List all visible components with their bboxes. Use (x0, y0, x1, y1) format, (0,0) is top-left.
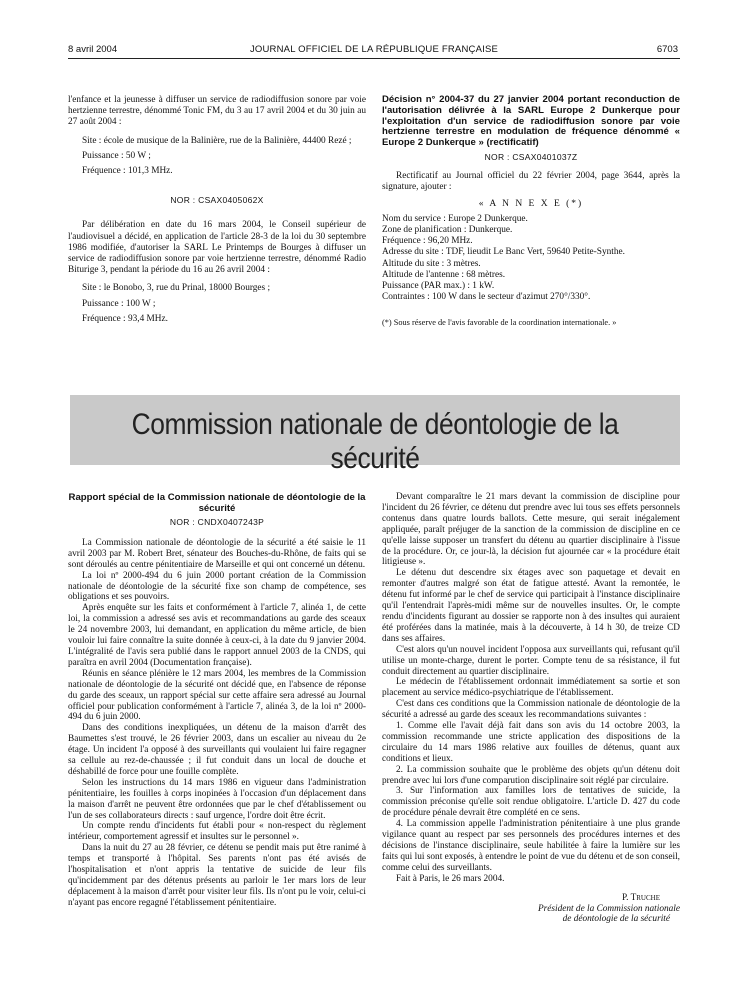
rapport-paragraph: Dans des conditions inexpliquées, un détenu de la maison d'arrêt des Baumettes s'est trouvé, le 26 février 2003, dans un escalier au niveau du 2e étage. Un incident l'a opposé à des surveillants qui voulaient lui faire regagner sa cellule au rez-de-chaussée ; il fut conduit dans un local de douche et déshabillé de force pour une fouille complète. (68, 723, 366, 777)
recommendation-3: 3. Sur l'information aux familles lors de tentatives de suicide, la commission préconise qu'elle soit rendue obligatoire. L'article D. 427 du code de procédure pénale devrait être complété en ce sens. (382, 786, 680, 819)
rapport-paragraph: C'est dans ces conditions que la Commission nationale de déontologie de la sécurité a adressé au garde des sceaux les recommandations suivantes : (382, 699, 680, 721)
rapport-paragraph: Le détenu dut descendre six étages avec son paquetage et devait en remonter d'autres malgré son état de fatigue attesté. Avant la remontée, le détenu fut informé par le chef de service qui participait à l'instance disciplinaire qu'il l'entendrait l'après-midi même sur de nouvelles insultes. Or, le compte rendu d'incidents figurant au dossier se rapporte non à des insultes qui auraient été proférées dans la matinée, mais à la découverte, à 14 h 30, de treize CD dans ses affaires. (382, 568, 680, 644)
nor-1: NOR : CSAX0405062X (170, 195, 264, 206)
rapport-paragraph: La loi nº 2000-494 du 6 juin 2000 portant création de la Commission nationale de déontologie de la sécurité fixe son champ de compétence, ses obligations et ses pouvoirs. (68, 570, 366, 603)
header-page-number: 6703 (656, 44, 678, 55)
rapport-title: Rapport spécial de la Commission nationale de déontologie de la sécurité (68, 492, 366, 514)
puissance-2: Puissance : 100 W ; (82, 298, 156, 309)
annexe-footnote: (*) Sous réserve de l'avis favorable de la coordination internationale. » (382, 318, 617, 328)
rapport-paragraph: La Commission nationale de déontologie de la sécurité a été saisie le 11 avril 2003 par M. Robert Bret, sénateur des Bouches-du-Rhône, de faits qui se sont déroulés au centre pénitentiaire de Marseille et qui ont concerné un détenu. (68, 537, 366, 570)
annexe-heading: « A N N E X E (*) (478, 198, 584, 209)
closing-date: Fait à Paris, le 26 mars 2004. (396, 873, 505, 884)
rapport-paragraph: Après enquête sur les faits et conformément à l'article 7, alinéa 1, de cette loi, la commission a adressé ses avis et recommandations au garde des sceaux le 24 novembre 2003, lui demandant, en application du même article, de bien vouloir lui faire connaître la suite donnée à ceux-ci, à la date du 9 janvier 2004. L'intégralité de l'avis sera publié dans le rapport annuel 2003 de la CNDS, qui paraîtra en avril 2004 (Documentation française). (68, 603, 366, 668)
recommendation-1: 1. Comme elle l'avait déjà fait dans son avis du 14 octobre 2003, la commission recommande une stricte application des dispositions de la circulaire du 14 mars 1986 relative aux fouilles de détenus, quant aux conditions et lieux. (382, 721, 680, 764)
site-2: Site : le Bonobo, 3, rue du Prinal, 18000 Bourges ; (82, 283, 271, 294)
intro-text: l'enfance et la jeunesse à diffuser un service de radiodiffusion sonore par voie hertzienne terrestre, dénommé Tonic FM, du 3 au 17 avril 2004 et du 30 juin au 27 août 2004 : (68, 95, 366, 128)
right-bottom-column (382, 492, 680, 925)
banner-title: Commission nationale de déontologie de la sécurité (131, 408, 619, 475)
signature-role-line2: de déontologie de la sécurité (562, 914, 670, 925)
annexe-line: Adresse du site : TDF, lieudit Le Banc Vert, 59640 Petite-Synthe. (382, 247, 625, 258)
signature-name: P. Truche (621, 892, 660, 903)
frequence-2: Fréquence : 93,4 MHz. (82, 313, 168, 324)
annexe-line: Puissance (PAR max.) : 1 kW. (382, 281, 495, 292)
rapport-paragraph: Un compte rendu d'incidents fut établi pour « non-respect du règlement intérieur, comportement agressif et insultes sur le personnel ». (68, 821, 366, 843)
rapport-paragraph: Devant comparaître le 21 mars devant la commission de discipline pour l'incident du 26 février, ce détenu dut prendre avec lui tous ses effets personnels contenus dans quatre lourds ballots. Cette mesure, qui serait inégalement appliquée, paraît préjuger de la sanction de la commission de discipline en ce qu'elle laisse supposer un transfert du détenu au quartier disciplinaire à l'issue de la procédure. Or, ce jour-là, la décision fut ajournée car « la procédure était litigieuse ». (382, 492, 680, 568)
rapport-paragraph: Selon les instructions du 14 mars 1986 en vigueur dans l'administration pénitentiaire, les fouilles à corps inopinées à l'occasion d'un déplacement dans la maison d'arrêt ne peuvent être ordonnées que par le chef d'établissement ou l'un de ses collaborateurs directs : sauf urgence, l'ordre doit être écrit. (68, 777, 366, 821)
puissance-1: Puissance : 50 W ; (82, 150, 151, 161)
rectificatif-text: Rectificatif au Journal officiel du 22 février 2004, page 3644, après la signature, ajouter : (382, 171, 680, 193)
nor-rapport: NOR : CNDX0407243P (169, 517, 265, 527)
site-1: Site : école de musique de la Balinière, rue de la Balinière, 44400 Rezé ; (82, 135, 352, 146)
annexe-line: Contraintes : 100 W dans le secteur d'azimut 270°/330°. (382, 292, 591, 303)
annexe-line: Altitude de l'antenne : 68 mètres. (382, 269, 506, 280)
left-top-column (68, 95, 366, 325)
signature-block (382, 893, 680, 926)
header-journal: JOURNAL OFFICIEL DE LA RÉPUBLIQUE FRANÇAISE (249, 44, 499, 55)
nor-decision: NOR : CSAX0401037Z (484, 151, 578, 162)
annexe-line: Zone de planification : Dunkerque. (382, 225, 513, 235)
rapport-paragraph: Réunis en séance plénière le 12 mars 2004, les membres de la Commission nationale de déontologie de la sécurité ont décidé que, en l'absence de réponse du garde des sceaux, un rapport spécial sur cette affaire sera adressé au Journal officiel pour publication conformément à l'article 7, alinéa 3, de la loi nº 2000-494 du 6 juin 2000. (68, 668, 366, 723)
rapport-paragraph: C'est alors qu'un nouvel incident l'opposa aux surveillants qui, refusant qu'il utilise un monte-charge, durent le porter. Compte tenu de sa résistance, il fut conduit directement au quartier disciplinaire. (382, 644, 680, 677)
frequence-1: Fréquence : 101,3 MHz. (82, 166, 173, 177)
deliberation-text: Par délibération en date du 16 mars 2004, le Conseil supérieur de l'audiovisuel a décidé, en application de l'article 28-3 de la loi du 30 septembre 1986 modifiée, d'autoriser la SARL Le Printemps de Bourges à diffuser un service de radiodiffusion sonore par voie hertzienne terrestre, dénommé Radio Biturige 3, pendant la période du 16 au 26 avril 2004 : (68, 220, 366, 276)
header-date: 8 avril 2004 (68, 44, 118, 55)
annexe-line: Altitude du site : 3 mètres. (382, 258, 481, 269)
signature-role-line1: Président de la Commission nationale (537, 903, 680, 914)
recommendation-4: 4. La commission appelle l'administration pénitentiaire à une plus grande vigilance quant au respect par ses personnels des procédures internes et des décisions de l'instance disciplinaire, seule habilitée à faire la lumière sur les faits qui lui sont exposés, à entendre le point de vue du détenu et de son conseil, comme celui des surveillants. (382, 819, 680, 873)
left-bottom-column (68, 492, 366, 909)
annexe-line: Fréquence : 96,20 MHz. (382, 236, 473, 247)
rapport-paragraph: Dans la nuit du 27 au 28 février, ce détenu se pendit mais put être ranimé à temps et transporté à l'hôpital. Ses parents n'ont pas été avisés de l'hospitalisation et n'ont appris la tentative de suicide de leur fils qu'incidemment par des détenus présents au parloir le 1er mars lors de leur déplacement à la maison d'arrêt pour visiter leur fils. Ils n'ont pu le voir, celui-ci n'ayant pas encore regagné l'établissement pénitentiaire. (68, 843, 366, 908)
annexe-lines (382, 214, 680, 304)
rapport-paragraph: Le médecin de l'établissement ordonnait immédiatement sa sortie et son placement au service médico-psychiatrique de l'établissement. (382, 677, 680, 699)
recommendation-2: 2. La commission souhaite que le problème des objets qu'un détenu doit prendre avec lui lors d'une comparution disciplinaire soit réglé par circulaire. (382, 764, 680, 786)
decision-title: Décision n° 2004-37 du 27 janvier 2004 portant reconduction de l'autorisation délivrée à la SARL Europe 2 Dunkerque pour l'exploitation d'un service de radiodiffusion sonore par voie hertzienne terrestre en modulation de fréquence dénommé « Europe 2 Dunkerque » (rectificatif) (382, 94, 680, 149)
right-top-column (382, 95, 680, 329)
annexe-line: Nom du service : Europe 2 Dunkerque. (382, 213, 528, 224)
header-rule (68, 58, 680, 59)
